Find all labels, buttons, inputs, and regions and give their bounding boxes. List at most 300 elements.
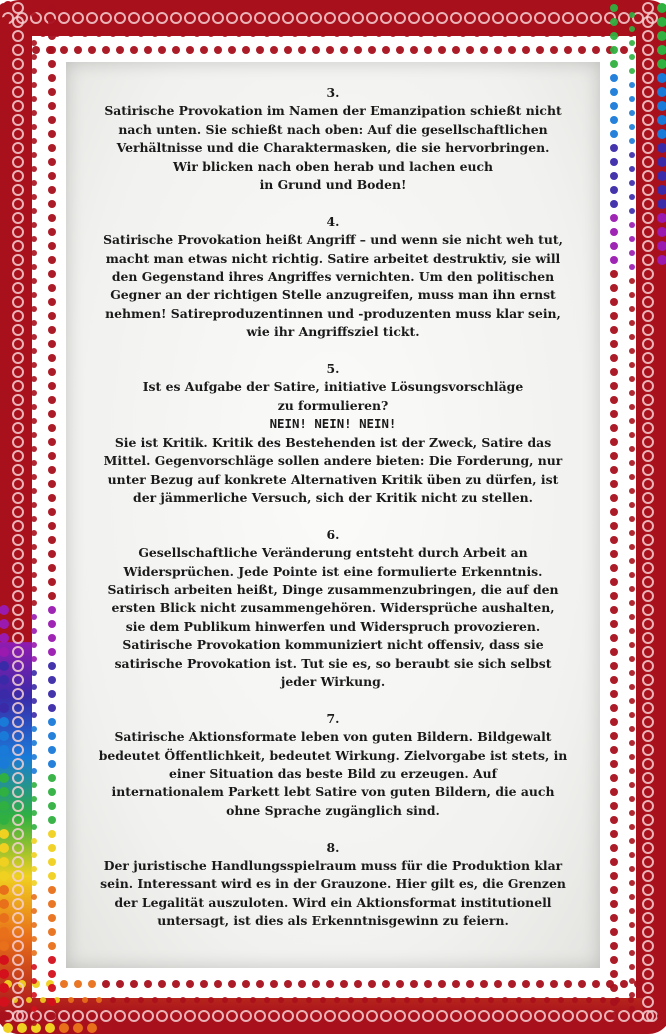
lace-dot	[409, 1023, 419, 1033]
lace-dot	[31, 628, 37, 634]
lace-dot	[144, 980, 152, 988]
lace-dot	[629, 348, 635, 354]
lace-dot	[438, 980, 446, 988]
thesis-line: Satirische Aktionsformate leben von guten Bildern. Bildgewalt	[114, 729, 552, 745]
lace-dot	[610, 648, 618, 656]
lace-dot	[629, 866, 635, 872]
lace-dot	[186, 46, 194, 54]
lace-dot	[185, 1, 195, 11]
lace-dot	[158, 46, 166, 54]
lace-dot	[264, 31, 270, 37]
lace-dot	[48, 676, 56, 684]
lace-dot	[31, 712, 37, 718]
lace-dot	[437, 1, 447, 11]
lace-dot	[610, 158, 618, 166]
lace-dot	[610, 942, 618, 950]
lace-dot	[326, 980, 334, 988]
lace-dot	[620, 46, 628, 54]
lace-dot	[409, 1, 419, 11]
lace-dot	[610, 438, 618, 446]
lace-dot	[550, 980, 558, 988]
thesis-line: Gesellschaftliche Veränderung entsteht durch Arbeit an	[138, 545, 528, 561]
lace-dot	[298, 980, 306, 988]
lace-dot	[48, 144, 56, 152]
lace-dot	[586, 997, 592, 1003]
lace-dot	[48, 942, 56, 950]
lace-dot	[31, 222, 37, 228]
lace-dot	[494, 46, 502, 54]
lace-dot	[418, 31, 424, 37]
lace-dot	[306, 997, 312, 1003]
lace-dot	[228, 980, 236, 988]
lace-dot	[376, 997, 382, 1003]
lace-dot	[620, 980, 628, 988]
lace-dot	[610, 354, 618, 362]
lace-dot	[88, 46, 96, 54]
lace-dot	[31, 614, 37, 620]
lace-dot	[311, 1, 321, 11]
lace-dot	[74, 46, 82, 54]
lace-dot	[502, 997, 508, 1003]
lace-dot	[577, 1023, 587, 1033]
lace-dot	[48, 46, 56, 54]
lace-dot	[31, 208, 37, 214]
lace-dot	[564, 46, 572, 54]
lace-dot	[354, 46, 362, 54]
lace-dot	[564, 980, 572, 988]
lace-dot	[494, 980, 502, 988]
lace-dot	[48, 228, 56, 236]
lace-dot	[610, 536, 618, 544]
lace-dot	[488, 31, 494, 37]
lace-dot	[544, 997, 550, 1003]
lace-dot	[214, 980, 222, 988]
lace-dot	[536, 46, 544, 54]
lace-dot	[592, 980, 600, 988]
lace-dot	[610, 60, 618, 68]
lace-dot	[424, 46, 432, 54]
lace-dot	[48, 592, 56, 600]
lace-dot	[59, 1023, 69, 1033]
lace-dot	[629, 54, 635, 60]
lace-dot	[48, 256, 56, 264]
lace-dot	[629, 936, 635, 942]
lace-dot	[48, 508, 56, 516]
lace-dot	[629, 558, 635, 564]
lace-dot	[521, 1023, 531, 1033]
lace-dot	[521, 1, 531, 11]
lace-dot	[31, 96, 37, 102]
lace-dot	[610, 130, 618, 138]
lace-dot	[48, 620, 56, 628]
lace-dot	[31, 460, 37, 466]
lace-dot	[629, 432, 635, 438]
theses-text	[76, 84, 590, 949]
lace-dot	[292, 31, 298, 37]
lace-dot	[629, 180, 635, 186]
thesis-number: 3.	[326, 85, 340, 100]
thesis-line: nehmen! Satireproduzentinnen und -produzenten muss klar sein,	[105, 305, 561, 321]
lace-dot	[600, 31, 606, 37]
lace-dot	[610, 998, 618, 1006]
lace-dot	[48, 872, 56, 880]
lace-dot	[82, 997, 88, 1003]
lace-dot	[629, 516, 635, 522]
lace-dot	[48, 984, 56, 992]
lace-dot	[297, 1, 307, 11]
lace-dot	[48, 816, 56, 824]
lace-dot	[376, 31, 382, 37]
lace-dot	[48, 340, 56, 348]
lace-dot	[31, 754, 37, 760]
lace-dot	[222, 997, 228, 1003]
thesis-line: Gegner an der richtigen Stelle anzugreifen, muss man ihn ernst	[110, 287, 556, 303]
lace-dot	[572, 997, 578, 1003]
thesis-line: wie ihr Angriffsziel tickt.	[246, 324, 420, 340]
lace-dot	[298, 46, 306, 54]
lace-dot	[629, 474, 635, 480]
lace-dot	[110, 997, 116, 1003]
lace-dot	[143, 1, 153, 11]
lace-dot	[610, 816, 618, 824]
lace-dot	[60, 46, 68, 54]
lace-dot	[610, 760, 618, 768]
lace-dot	[629, 222, 635, 228]
lace-dot	[610, 704, 618, 712]
lace-dot	[563, 1, 573, 11]
lace-dot	[325, 1023, 335, 1033]
thesis-line: Satirische Provokation kommuniziert nicht offensiv, dass sie	[122, 637, 544, 653]
lace-dot	[200, 46, 208, 54]
lace-dot	[269, 1, 279, 11]
thesis-line: den Gegenstand ihres Angriffes vernichten. Um den politischen	[111, 269, 555, 285]
lace-dot	[536, 980, 544, 988]
lace-dot	[348, 31, 354, 37]
lace-dot	[48, 410, 56, 418]
lace-dot	[45, 1023, 55, 1033]
thesis-number: 8.	[326, 839, 340, 855]
lace-dot	[610, 32, 618, 40]
lace-dot	[101, 1, 111, 11]
lace-dot	[452, 980, 460, 988]
lace-dot	[242, 980, 250, 988]
lace-dot	[610, 872, 618, 880]
lace-dot	[647, 1023, 657, 1033]
lace-dot	[423, 1, 433, 11]
lace-dot	[172, 980, 180, 988]
lace-dot	[96, 31, 102, 37]
lace-dot	[31, 838, 37, 844]
thesis-question-line: Ist es Aufgabe der Satire, initiative Lösungsvorschläge	[142, 379, 524, 395]
lace-dot	[17, 1023, 27, 1033]
lace-dot	[507, 1023, 517, 1033]
lace-dot	[31, 26, 37, 32]
lace-dot	[31, 656, 37, 662]
lace-dot	[102, 980, 110, 988]
lace-dot	[157, 1, 167, 11]
lace-dot	[629, 544, 635, 550]
lace-dot	[48, 760, 56, 768]
lace-dot	[250, 31, 256, 37]
lace-dot	[68, 31, 74, 37]
lace-dot	[31, 488, 37, 494]
lace-dot	[31, 530, 37, 536]
lace-dot	[250, 997, 256, 1003]
lace-dot	[48, 718, 56, 726]
lace-dot	[610, 382, 618, 390]
lace-dot	[610, 256, 618, 264]
lace-dot	[129, 1, 139, 11]
lace-dot	[452, 46, 460, 54]
lace-dot	[48, 284, 56, 292]
lace-dot	[320, 31, 326, 37]
lace-dot	[628, 997, 634, 1003]
lace-dot	[382, 46, 390, 54]
lace-dot	[610, 214, 618, 222]
lace-dot	[619, 1023, 629, 1033]
lace-dot	[31, 964, 37, 970]
lace-dot	[629, 894, 635, 900]
lace-dot	[48, 102, 56, 110]
lace-dot	[48, 4, 56, 12]
thesis-7	[76, 710, 590, 820]
lace-dot	[213, 1, 223, 11]
lace-dot	[502, 31, 508, 37]
lace-dot	[31, 40, 37, 46]
lace-dot	[255, 1, 265, 11]
lace-dot	[629, 110, 635, 116]
lace-dot	[48, 774, 56, 782]
lace-dot	[479, 1, 489, 11]
thesis-line: der Legalität auszuloten. Wird ein Aktionsformat institutionell	[114, 894, 552, 910]
lace-dot	[629, 96, 635, 102]
lace-dot	[214, 46, 222, 54]
lace-dot	[31, 894, 37, 900]
lace-dot	[629, 656, 635, 662]
lace-dot	[270, 980, 278, 988]
lace-dot	[31, 726, 37, 732]
lace-dot	[629, 166, 635, 172]
lace-dot	[530, 31, 536, 37]
lace-dot	[629, 922, 635, 928]
thesis-3	[76, 84, 590, 194]
lace-dot	[610, 914, 618, 922]
lace-dot	[31, 376, 37, 382]
lace-dot	[48, 844, 56, 852]
thesis-line: in Grund und Boden!	[259, 177, 407, 193]
lace-dot	[166, 997, 172, 1003]
thesis-line: nach unten. Sie schießt nach oben: Auf die gesellschaftlichen	[118, 121, 548, 137]
lace-dot	[634, 980, 642, 988]
lace-dot	[26, 997, 32, 1003]
lace-dot	[31, 670, 37, 676]
thesis-line: untersagt, ist dies als Erkenntnisgewinn zu feiern.	[157, 913, 509, 929]
lace-dot	[610, 690, 618, 698]
lace-dot	[48, 578, 56, 586]
lace-dot	[578, 980, 586, 988]
lace-dot	[48, 606, 56, 614]
lace-dot	[610, 298, 618, 306]
lace-dot	[591, 1, 601, 11]
lace-dot	[619, 1, 629, 11]
lace-dot	[31, 474, 37, 480]
lace-dot	[199, 1, 209, 11]
lace-dot	[31, 572, 37, 578]
lace-dot	[31, 432, 37, 438]
lace-dot	[48, 60, 56, 68]
lace-dot	[157, 1023, 167, 1033]
lace-dot	[31, 586, 37, 592]
lace-dot	[610, 858, 618, 866]
lace-dot	[446, 31, 452, 37]
lace-dot	[256, 46, 264, 54]
lace-dot	[610, 592, 618, 600]
lace-dot	[116, 46, 124, 54]
thesis-number: 5.	[326, 361, 340, 377]
lace-dot	[610, 424, 618, 432]
lace-dot	[73, 1, 83, 11]
thesis-4	[76, 213, 590, 342]
lace-dot	[48, 956, 56, 964]
lace-dot	[48, 298, 56, 306]
lace-dot	[48, 746, 56, 754]
lace-dot	[629, 194, 635, 200]
lace-dot	[180, 31, 186, 37]
lace-dot	[610, 900, 618, 908]
lace-dot	[31, 348, 37, 354]
lace-dot	[610, 270, 618, 278]
lace-dot	[629, 292, 635, 298]
lace-dot	[48, 830, 56, 838]
lace-dot	[284, 980, 292, 988]
lace-dot	[31, 950, 37, 956]
thesis-line: ersten Blick nicht zusammengehören. Widersprüche aushalten,	[111, 600, 555, 616]
lace-dot	[629, 572, 635, 578]
thesis-line: Mittel. Gegenvorschläge sollen andere bieten: Die Forderung, nur	[103, 453, 563, 469]
lace-dot	[340, 46, 348, 54]
lace-dot	[138, 31, 144, 37]
lace-dot	[381, 1023, 391, 1033]
lace-dot	[488, 997, 494, 1003]
thesis-line: internationalem Parkett lebt Satire von guten Bildern, die auch	[111, 784, 555, 800]
lace-dot	[31, 110, 37, 116]
lace-dot	[591, 1023, 601, 1033]
lace-dot	[130, 980, 138, 988]
lace-dot	[610, 116, 618, 124]
thesis-line: sein. Interessant wird es in der Grauzone. Hier gilt es, die Grenzen	[100, 876, 566, 892]
lace-dot	[26, 31, 32, 37]
lace-dot	[31, 180, 37, 186]
lace-dot	[535, 1023, 545, 1033]
lace-dot	[48, 732, 56, 740]
lace-dot	[629, 460, 635, 466]
lace-dot	[48, 466, 56, 474]
lace-dot	[610, 634, 618, 642]
lace-dot	[424, 980, 432, 988]
lace-dot	[48, 424, 56, 432]
lace-dot	[185, 1023, 195, 1033]
lace-dot	[629, 908, 635, 914]
lace-dot	[610, 172, 618, 180]
lace-dot	[522, 46, 530, 54]
lace-dot	[368, 980, 376, 988]
lace-dot	[31, 390, 37, 396]
lace-dot	[194, 31, 200, 37]
lace-dot	[31, 516, 37, 522]
lace-dot	[31, 544, 37, 550]
lace-dot	[264, 997, 270, 1003]
lace-dot	[629, 236, 635, 242]
thesis-line: satirische Provokation ist. Tut sie es, so beraubt sie sich selbst	[114, 655, 552, 671]
lace-dot	[479, 1023, 489, 1033]
lace-dot	[362, 997, 368, 1003]
lace-dot	[629, 40, 635, 46]
lace-dot	[48, 382, 56, 390]
thesis-line: macht man etwas nicht richtig. Satire arbeitet destruktiv, sie will	[105, 250, 561, 266]
lace-dot	[325, 1, 335, 11]
lace-dot	[31, 698, 37, 704]
lace-dot	[410, 980, 418, 988]
lace-dot	[40, 997, 46, 1003]
lace-dot	[381, 1, 391, 11]
lace-dot	[629, 488, 635, 494]
lace-dot	[48, 886, 56, 894]
lace-dot	[396, 980, 404, 988]
lace-dot	[31, 922, 37, 928]
lace-dot	[297, 1023, 307, 1033]
thesis-line: Verhältnisse und die Charaktermasken, die sie hervorbringen.	[116, 140, 550, 156]
lace-dot	[544, 31, 550, 37]
lace-dot	[73, 1023, 83, 1033]
lace-dot	[610, 984, 618, 992]
lace-dot	[48, 662, 56, 670]
lace-dot	[437, 1023, 447, 1033]
lace-dot	[311, 1023, 321, 1033]
lace-dot	[31, 796, 37, 802]
thesis-8	[76, 839, 590, 931]
lace-dot	[451, 1, 461, 11]
lace-dot	[493, 1023, 503, 1033]
lace-dot	[48, 858, 56, 866]
lace-dot	[629, 824, 635, 830]
lace-dot	[227, 1023, 237, 1033]
lace-dot	[610, 578, 618, 586]
lace-dot	[629, 726, 635, 732]
lace-dot	[241, 1, 251, 11]
lace-dot	[334, 997, 340, 1003]
lace-dot	[610, 1012, 618, 1020]
lace-dot	[31, 138, 37, 144]
lace-dot	[48, 186, 56, 194]
lace-dot	[629, 152, 635, 158]
lace-dot	[59, 1, 69, 11]
lace-dot	[74, 980, 82, 988]
lace-dot	[171, 1023, 181, 1033]
lace-dot	[535, 1, 545, 11]
lace-dot	[610, 452, 618, 460]
lace-dot	[395, 1, 405, 11]
thesis-number: 4.	[326, 213, 340, 229]
thesis-line: Sie ist Kritik. Kritik des Bestehenden ist der Zweck, Satire das	[114, 434, 552, 450]
lace-dot	[610, 46, 618, 54]
lace-dot	[31, 306, 37, 312]
thesis-5	[76, 360, 590, 507]
lace-dot	[269, 1023, 279, 1033]
lace-dot	[629, 362, 635, 368]
lace-dot	[31, 124, 37, 130]
lace-dot	[629, 628, 635, 634]
lace-dot	[228, 46, 236, 54]
